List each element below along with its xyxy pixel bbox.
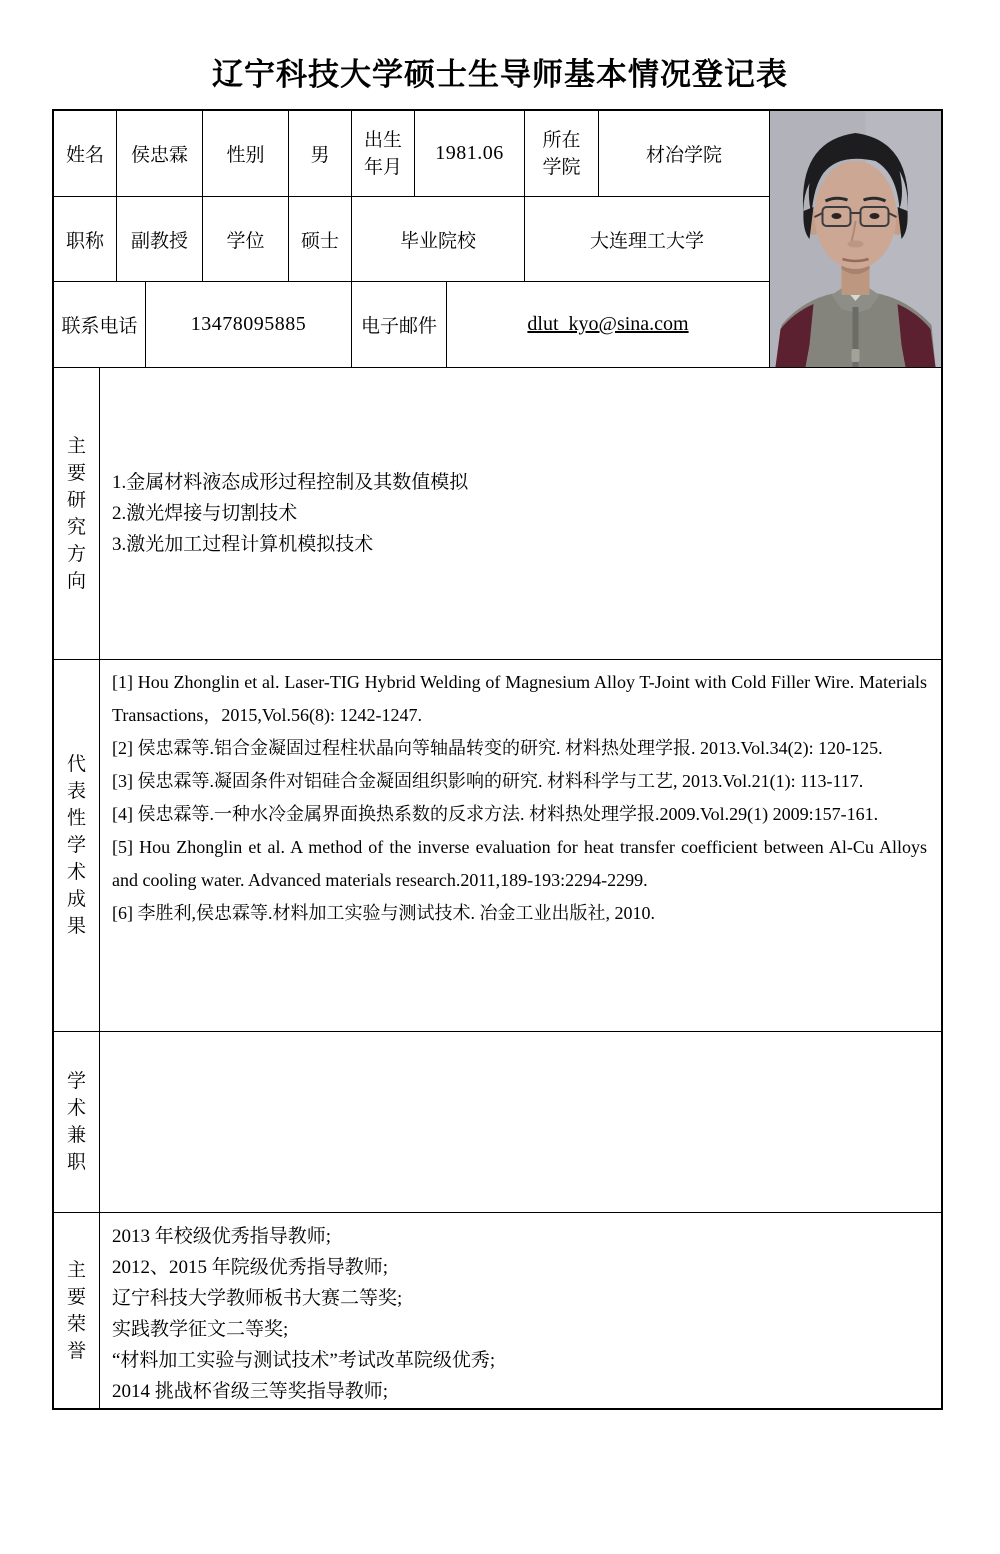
- school-label: 毕业院校: [352, 197, 525, 281]
- research-label: 主要研究方向: [54, 368, 100, 659]
- row-phone-email: [54, 282, 769, 367]
- text-line: [2] 侯忠霖等.铝合金凝固过程柱状晶向等轴晶转变的研究. 材料热处理学报. 2013.Vol.34(2): 120-125.: [112, 738, 883, 758]
- section-publications: [54, 660, 941, 1032]
- text-line: 2013 年校级优秀指导教师;: [112, 1226, 332, 1247]
- basic-info-rows: [54, 111, 769, 367]
- text-line: [4] 侯忠霖等.一种水冷金属界面换热系数的反求方法. 材料热处理学报.2009.Vol.29(1) 2009:157-161.: [112, 804, 879, 824]
- text-line: 3.激光加工过程计算机模拟技术: [112, 534, 374, 555]
- name-value: 侯忠霖: [117, 111, 203, 196]
- honors-content: [100, 1213, 941, 1408]
- portrait-photo: [769, 111, 941, 367]
- academic-posts-content: [100, 1032, 941, 1212]
- section-honors: [54, 1213, 941, 1408]
- text-line: [6] 李胜利,侯忠霖等.材料加工实验与测试技术. 冶金工业出版社, 2010.: [112, 903, 655, 923]
- portrait-photo-graphic: [770, 111, 941, 367]
- research-content: [100, 368, 941, 659]
- text-line: [1] Hou Zhonglin et al. Laser-TIG Hybrid Welding of Magnesium Alloy T-Joint with Cold Filler Wire. Materials Transactions，2015,Vol.56(8): 1242-1247.: [112, 672, 927, 725]
- college-value: 材冶学院: [645, 145, 722, 166]
- section-research: [54, 368, 941, 660]
- birth-value: 1981.06: [415, 111, 525, 196]
- jobtitle-value: 副教授: [117, 197, 203, 281]
- gender-value: 男: [289, 111, 352, 196]
- text-line: “材料加工实验与测试技术”考试改革院级优秀;: [112, 1350, 496, 1371]
- publications-content: [100, 660, 941, 1031]
- page-title: 辽宁科技大学硕士生导师基本情况登记表: [212, 57, 788, 92]
- email-cell: [447, 282, 769, 367]
- phone-label: 联系电话: [54, 282, 146, 367]
- honors-label: 主要荣誉: [54, 1213, 100, 1408]
- row-title-degree-school: [54, 197, 769, 282]
- degree-value: 硕士: [289, 197, 352, 281]
- text-line: [3] 侯忠霖等.凝固条件对铝硅合金凝固组织影响的研究. 材料科学与工艺, 2013.Vol.21(1): 113-117.: [112, 771, 864, 791]
- phone-value: 13478095885: [146, 282, 352, 367]
- text-line: 1.金属材料液态成形过程控制及其数值模拟: [112, 472, 469, 493]
- academic-posts-label: 学术兼职: [54, 1032, 100, 1212]
- college-label: 所在学院: [525, 111, 599, 196]
- birth-label: 出生年月: [352, 111, 415, 196]
- row-name-gender-birth-college: [54, 111, 769, 197]
- school-value: 大连理工大学: [589, 230, 704, 252]
- text-line: 实践教学征文二等奖;: [112, 1319, 289, 1340]
- gender-label: 性别: [203, 111, 289, 196]
- publications-label: 代表性学术成果: [54, 660, 100, 1031]
- registration-table: [52, 109, 943, 1410]
- degree-label: 学位: [203, 197, 289, 281]
- email-link[interactable]: dlut_kyo@sina.com: [527, 313, 689, 335]
- section-academic-posts: [54, 1032, 941, 1213]
- text-line: 2014 挑战杯省级三等奖指导教师;: [112, 1381, 389, 1402]
- name-label: 姓名: [54, 111, 117, 196]
- email-label: 电子邮件: [352, 282, 447, 367]
- text-line: 2.激光焊接与切割技术: [112, 503, 298, 524]
- text-line: [5] Hou Zhonglin et al. A method of the inverse evaluation for heat transfer coefficient between Al-Cu Alloys and cooling water. Advanced materials research.2011,189-193:2294-2299.: [112, 837, 927, 890]
- text-line: 辽宁科技大学教师板书大赛二等奖;: [112, 1288, 403, 1309]
- text-line: 2012、2015 年院级优秀指导教师;: [112, 1257, 389, 1278]
- basic-info-block: [54, 111, 941, 368]
- jobtitle-label: 职称: [54, 197, 117, 281]
